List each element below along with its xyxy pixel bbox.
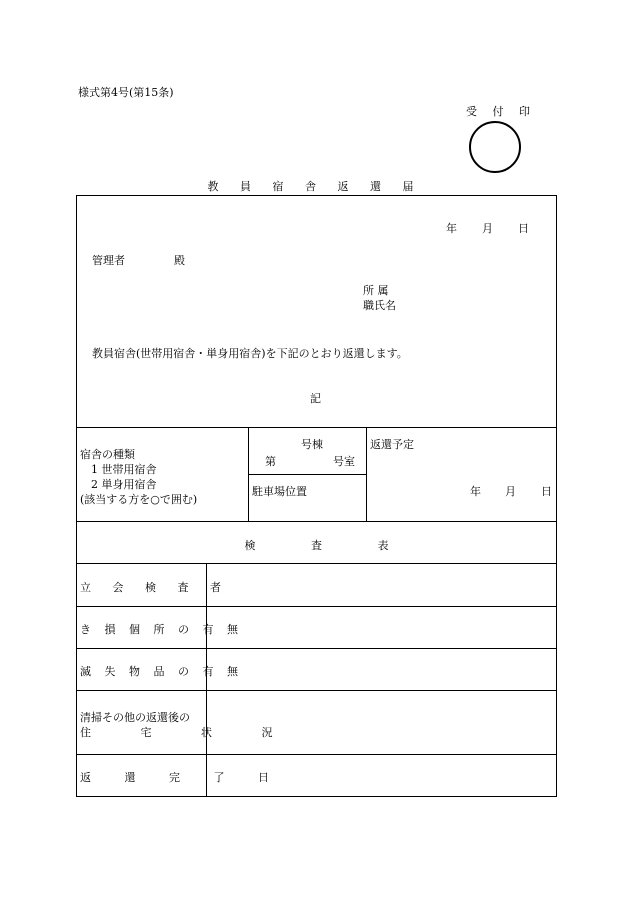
date-year: 年: [446, 222, 457, 235]
housing-instruction: (該当する方を○で囲む): [80, 493, 198, 506]
divider: [206, 563, 207, 797]
date-month: 月: [482, 222, 493, 235]
divider: [248, 474, 366, 475]
form-number: 様式第4号(第15条): [78, 86, 174, 99]
stamp-label: 受 付 印: [466, 105, 536, 118]
divider: [76, 606, 557, 607]
affiliation-label: 所 属: [363, 284, 389, 297]
addressee-honorific: 殿: [174, 254, 185, 267]
inspection-row-condition-line2: 住 宅 状 況: [80, 726, 296, 739]
room-prefix: 第: [265, 455, 276, 468]
room-suffix: 号室: [333, 455, 355, 468]
reception-stamp-circle: [469, 121, 521, 173]
building-label: 号棟: [301, 438, 323, 451]
return-scheduled-label: 返還予定: [370, 438, 414, 451]
return-day: 日: [541, 485, 552, 498]
divider: [76, 690, 557, 691]
divider: [76, 521, 557, 522]
name-label: 職氏名: [363, 299, 396, 312]
inspection-row-inspector: 立 会 検 査 者: [80, 581, 230, 594]
housing-option-single: 2 単身用宿舎: [91, 478, 157, 491]
parking-label: 駐車場位置: [252, 485, 307, 498]
divider: [76, 754, 557, 755]
date-day: 日: [518, 222, 529, 235]
return-month: 月: [505, 485, 516, 498]
divider: [76, 648, 557, 649]
housing-type-label: 宿舎の種類: [80, 448, 135, 461]
divider: [76, 427, 557, 428]
inspection-header: 検 査 表: [244, 539, 415, 552]
addressee-label: 管理者: [92, 254, 125, 267]
inspection-row-condition-line1: 清掃その他の返還後の: [80, 711, 190, 724]
statement-text: 教員宿舎(世帯用宿舎・単身用宿舎)を下記のとおり返還します。: [92, 347, 408, 360]
form-title: 教 員 宿 舎 返 還 届: [207, 180, 423, 193]
divider: [366, 427, 367, 522]
divider: [76, 563, 557, 564]
inspection-row-completion-date: 返 還 完 了 日: [80, 771, 284, 784]
ki-text: 記: [310, 392, 321, 405]
inspection-row-damage: き 損 個 所 の 有 無: [80, 623, 243, 636]
inspection-row-lost-items: 滅 失 物 品 の 有 無: [80, 665, 243, 678]
return-year: 年: [470, 485, 481, 498]
housing-option-family: 1 世帯用宿舎: [91, 463, 157, 476]
